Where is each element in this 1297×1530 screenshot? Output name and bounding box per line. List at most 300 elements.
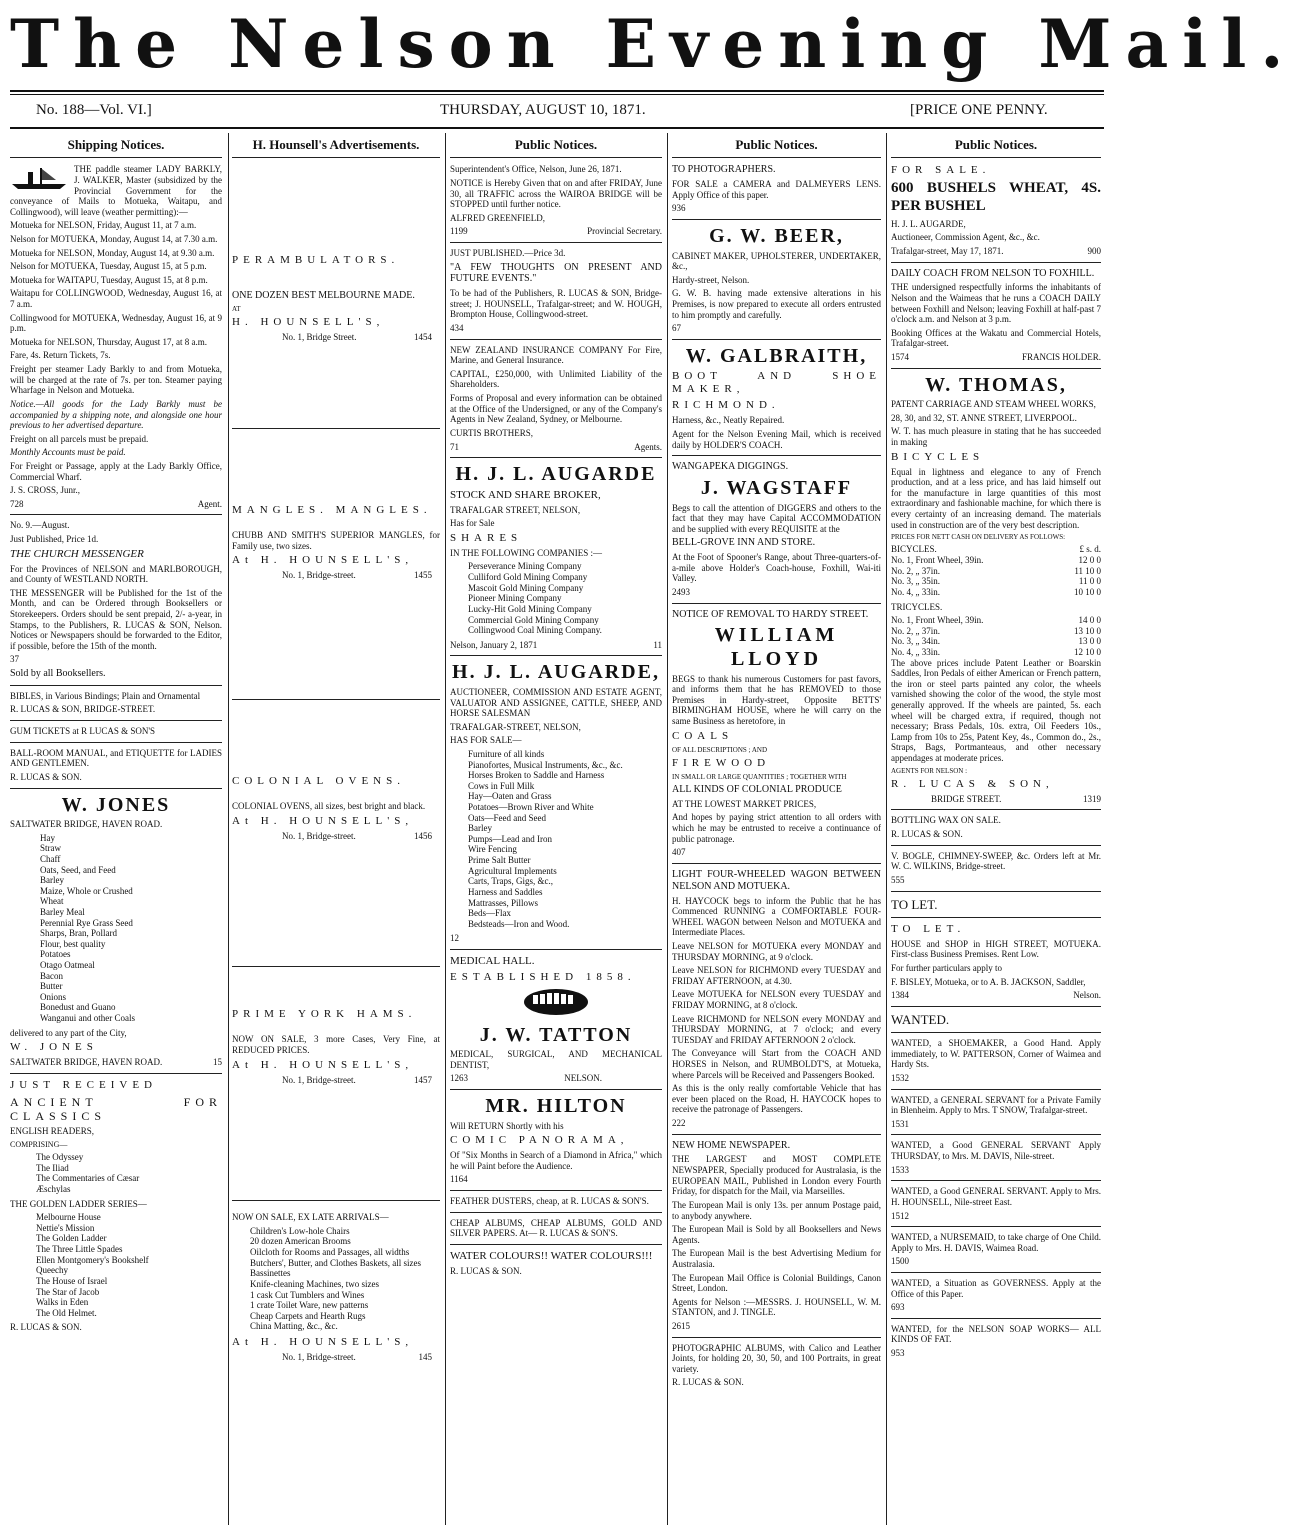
ad-number: 1512 [891,1210,909,1221]
column-hounsell [232,133,440,1528]
separator [672,1337,881,1338]
separator [891,891,1101,892]
ad-number: 1500 [891,1256,909,1267]
list-item: 1 crate Toilet Ware, new patterns [250,1300,369,1311]
list-item: Nettie's Mission [36,1222,95,1233]
list-item: Knife-cleaning Machines, two sizes [250,1278,379,1289]
albums-text: CHEAP ALBUMS, CHEAP ALBUMS, GOLD AND SILVER PAPERS. At— R. LUCAS & SON'S. [450,1217,662,1239]
table-row [891,615,1101,626]
ad-address: No. 1, Bridge-street. [282,570,356,581]
list-item: Commercial Gold Mining Company [468,614,599,625]
agent-line [10,499,222,510]
bibles-text: BIBLES, in Various Bindings; Plain and Ornamental [10,690,201,701]
masthead-rule [10,90,1104,92]
list-item: Straw [40,843,61,854]
ad-number: 2615 [672,1321,690,1332]
lloyd-end: And hopes by paying strict attention to all orders with which he may be entrusted to receive a continuance of public patronage. [672,812,881,844]
nz-title: NEW ZEALAND INSURANCE COMPANY For Fire, Marine, and General Insurance. [450,344,662,366]
notice-text: Notice.—All goods for the Lady Barkly must be accompanied by a shipping note, and alongside one hour previous to her advertised departure. [10,398,222,431]
beer-address: Hardy-street, Nelson. [672,274,750,285]
wagon-time: Leave NELSON for RICHMOND every TUESDAY and FRIDAY AFTERNOON, at 4.30. [672,965,881,986]
list-item: Bedsteads—Iron and Wood. [468,918,570,929]
separator [450,1190,662,1191]
list-item: Oilcloth for Rooms and Passages, all widths [250,1247,410,1258]
thomas-lucas: R. LUCAS & SON, [891,777,1054,790]
fare-text: Fare, 4s. Return Tickets, 7s. [10,350,111,361]
list-item: Queechy [36,1265,68,1276]
thomas-pleasure: W. T. has much pleasure in stating that he has succeeded in making [891,426,1101,447]
list-item: Mascoit Gold Mining Company [468,582,584,593]
augarde-has: HAS FOR SALE— [450,735,522,746]
sale-date-line [891,246,1101,257]
augarde-shares: SHARES [450,531,523,544]
ad-number: 2493 [672,586,690,597]
super-name: ALFRED GREENFIELD, [450,212,545,223]
list-item: Oats, Seed, and Feed [40,864,116,875]
separator [891,809,1101,810]
issue-price: [PRICE ONE PENNY. [910,102,1048,118]
wanted-item: WANTED, a Good GENERAL SERVANT Apply THURSDAY, to Mrs. M. DAVIS, Nile-street. [891,1140,1101,1162]
wanted-item: WANTED, a NURSEMAID, to take charge of One Child. Apply to Mrs. H. DAVIS, Waimea Road. [891,1232,1101,1253]
ad-shop: At H. HOUNSELL'S, [232,1335,414,1348]
wagon-conveyance: The Conveyance will Start from the COACH AND HORSES in Nelson, and RUMBOLDT'S, at Motueka, where Parcels will be Received and Passengers Booked. [672,1048,881,1080]
wagon-time: Leave MOTUEKA for NELSON every TUESDAY and FRIDAY MORNING, at 8 o'clock. [672,989,881,1010]
coals-sub: OF ALL DESCRIPTIONS ; AND [672,745,768,754]
bicycles-body: Equal in lightness and elegance to any of French production, and at a less price, and has laid himself out for the manufacture in large quantities of this most extraordinary and fashionable machine, for which there is every certainty of an increasing demand. The materials used in construction are of the very best description. [891,466,1101,530]
table-heading: BICYCLES. [891,544,937,555]
ad-title: PERAMBULATORS. [232,254,400,267]
list-item: Harness and Saddles [468,886,543,897]
coach-sign-line [891,352,1101,363]
list-item: Onions [40,991,67,1002]
tolet-heading: TO LET. [891,896,938,912]
thomas-street-line [891,794,1101,805]
list-item: 1 cask Cut Tumblers and Wines [250,1289,365,1300]
separator [450,1212,662,1213]
ad-number: 15 [213,1057,222,1068]
water-text: WATER COLOURS!! WATER COLOURS!!! [450,1249,653,1262]
table-cell: 11 0 0 [1078,576,1101,587]
list-item: Prime Salt Butter [468,855,531,866]
paper-agents: Agents for Nelson :—MESSRS. J. HOUNSELL, W. M. STANTON, and J. TINGLE. [672,1296,881,1318]
separator [10,788,222,789]
ad-number: 12 [450,933,459,944]
sailings-list [10,220,222,347]
separator [450,1244,662,1245]
messenger-published: Just Published, Price 1d. [10,534,99,544]
wanted-heading: WANTED. [891,1011,950,1027]
wanted-item: WANTED, a Situation as GOVERNESS. Apply at the Office of this Paper. [891,1277,1101,1299]
list-item: The Old Helmet. [36,1307,97,1318]
list-item: Bacon [40,970,63,981]
separator [450,1089,662,1090]
column-divider [667,133,668,1525]
super-body: NOTICE is Hereby Given that on and after FRIDAY, June 30, all TRAFFIC across the WAIROA BRIDGE will be STOPPED until further notice. [450,177,662,210]
separator [891,1226,1101,1227]
water-by: R. LUCAS & SON. [450,1265,522,1276]
list-item: Cheap Carpets and Hearth Rugs [250,1310,366,1321]
ladder-title: THE GOLDEN LADDER SERIES— [10,1198,147,1209]
sailing-item: Motueka for NELSON, Monday, August 14, at 9.30 a.m. [10,247,215,258]
jones-delivered: delivered to any part of the City, [10,1027,127,1038]
separator [232,428,440,429]
tolet-apply: For further particulars apply to [891,963,1002,974]
ballroom-by: R. LUCAS & SON. [10,771,82,782]
lloyd-name: WILLIAM LLOYD [714,624,839,670]
separator [672,603,881,604]
coach-name: FRANCIS HOLDER. [1021,351,1101,362]
hounsell-ad-1 [232,164,440,634]
wanted-item: WANTED, a SHOEMAKER, a Good Hand. Apply immediately, to W. PATTERSON, Corner of Waimea and Hardy Sts. [891,1038,1101,1070]
list-item: Oats—Feed and Seed [468,812,546,823]
galbraith-name: W. GALBRAITH, [685,344,868,367]
ad-title: PRIME YORK HAMS. [232,1008,417,1021]
paper-p4: The European Mail is the best Advertising Medium for Australasia. [672,1248,881,1269]
teeth-icon [450,987,662,1020]
ad-number: 67 [672,323,681,334]
ad-address-line [232,1352,440,1363]
tolet-place: Nelson. [1073,990,1101,1001]
list-item: Hay [40,832,55,843]
column-divider [228,133,229,1525]
sale-wheat: 600 BUSHELS WHEAT, 4S. PER BUSHEL [891,180,1101,214]
issue-number: No. 188—Vol. VI.] [36,102,152,118]
column-heading: Public Notices. [450,133,662,158]
separator [891,368,1101,369]
dateline-rule [10,127,1104,129]
separator [891,917,1101,918]
list-item: Butter [40,981,63,992]
table-cell: 13 10 0 [1074,625,1101,636]
pub-just: JUST PUBLISHED.—Price 3d. [450,247,566,258]
coach-title: DAILY COACH FROM NELSON TO FOXHILL. [891,267,1095,279]
tatton-place: NELSON. [564,1073,602,1084]
augarde-goods [468,749,662,929]
separator [891,1318,1101,1319]
list-item: Children's Low-hole Chairs [250,1225,350,1236]
separator [891,1134,1101,1135]
dateline [10,98,1104,124]
table-row [891,566,1101,577]
list-item: Agricultural Implements [468,865,557,876]
classics-just: JUST RECEIVED [10,1078,157,1091]
ad-number: 407 [672,847,686,858]
separator [10,742,222,743]
ad-number: 1532 [891,1073,909,1084]
ad-shop: At H. HOUNSELL'S, [232,554,414,567]
ad-number: 11 [653,639,662,650]
table-cell: No. 2, „ 37in. [891,625,940,636]
currency-header: £ s. d. [1079,544,1101,555]
beer-body: G. W. B. having made extensive alterations in his Premises, is now prepared to execute all orders entrusted to him promptly and carefully. [672,288,881,320]
augarde-in: IN THE FOLLOWING COMPANIES :— [450,547,603,558]
ad-address: No. 1, Bridge Street. [282,332,357,343]
list-item: Potatoes—Brown River and White [468,802,594,813]
ad-number: 693 [891,1302,905,1313]
list-item: Pumps—Lead and Iron [468,833,552,844]
ad-shop: At H. HOUNSELL'S, [232,1058,414,1071]
table-cell: No. 4, „ 33in. [891,586,940,597]
list-item: Barley Meal [40,906,85,917]
table-row [891,647,1101,658]
separator [891,1006,1101,1007]
column-shipping [10,133,222,1528]
jones-sign-line [10,1057,222,1068]
separator [672,455,881,456]
bottling-text: BOTTLING WAX ON SALE. [891,815,1001,826]
super-title: Provincial Secretary. [587,226,662,237]
table-row [891,587,1101,598]
hilton-body: Will RETURN Shortly with his [450,1120,564,1131]
thomas-address: 28, 30, and 32, ST. ANNE STREET, LIVERPOOL. [891,412,1077,423]
apply-text: For Freight or Passage, apply at the Lady Barkly Office, Commercial Wharf. [10,460,222,482]
tatton-name: J. W. TATTON [479,1023,633,1046]
messenger-body: THE MESSENGER will be Published for the 1st of the Month, and can be Ordered through Booksellers or Storekeepers. Orders should be sent prepaid, 2/- a-year, in Stamps, to the Publishers, R. LUCAS & SON, Nelson. Notices or Newspapers should be forwarded to the Editor, if possible, before the 15th of the month. [10,587,222,651]
list-item: 20 dozen American Brooms [250,1236,351,1247]
augarde-address: TRAFALGAR STREET, NELSON, [450,504,581,515]
masthead-rule-thin [10,94,1104,95]
ladder-items [36,1212,222,1318]
paper-p3: The European Mail is Sold by all Booksellers and News Agents. [672,1224,881,1245]
list-item: Furniture of all kinds [468,748,545,759]
thomas-body: The above prices include Patent Leather or Boarskin Saddles, Iron Pedals of either American or French pattern, the iron or steel parts painted any color, the wheels varnished showing the color of the wood, the style most generally approved. If the wheels are painted, 5s. each wheel will be charged extra, if required, though not necessary; Brass Pedals, 10s. extra, Oil Feeders 10s., Lamp from 10s to 25s, Patent Key, 4s., Common do., 2s., Straps, Bags, Portmanteaus, and other necessary appendages at moderate prices. [891,657,1101,764]
prepaid-text: Freight on all parcels must be prepaid. [10,433,149,444]
sailing-item: Nelson for MOTUEKA, Tuesday, August 15, at 5 p.m. [10,261,207,272]
prices-head: PRICES FOR NETT CASH ON DELIVERY AS FOLLOWS: [891,533,1066,542]
list-item: Maize, Whole or Crushed [40,885,133,896]
column-public-notices-3 [891,133,1101,1528]
super-office: Superintendent's Office, Nelson, June 26, 1871. [450,164,622,175]
ad-number: 1199 [450,226,468,237]
beer-name: G. W. BEER, [709,224,844,247]
galbraith-agent: Agent for the Nelson Evening Mail, which is received daily by HOLDER'S COACH. [672,428,881,450]
coals-title: COALS [672,729,734,742]
separator [672,863,881,864]
column-heading: Shipping Notices. [10,133,222,158]
list-item: The Three Little Spades [36,1244,123,1255]
list-item: Bassinettes [250,1268,291,1279]
ad-number: 728 [10,498,24,509]
ad-shop: At H. HOUNSELL'S, [232,814,414,827]
sale-title: FOR SALE. [891,164,991,177]
list-item: Perseverance Mining Company [468,561,582,572]
issue-date: THURSDAY, AUGUST 10, 1871. [440,102,646,118]
ad-address-line [232,332,440,343]
galbraith-title: BOOT AND SHOE MAKER, [672,370,881,396]
hilton-panorama: COMIC PANORAMA, [450,1134,629,1147]
separator [450,339,662,340]
photo2-by: R. LUCAS & SON. [672,1377,744,1388]
coach-body: THE undersigned respectfully informs the inhabitants of Nelson and the Waimeas that he runs a COACH DAILY between Foxhill and Nelson; leaving Foxhill at half-past 7 o'clock a.m. and Nelson at 3 p.m. [891,282,1101,325]
wanted-item: WANTED, a Good GENERAL SERVANT. Apply to Mrs. H. HOUNSELL, Nile-street East. [891,1186,1101,1207]
sailing-item: Motueka for NELSON, Friday, August 11, at 7 a.m. [10,220,197,231]
separator [672,219,881,220]
table-cell: No. 2, „ 37in. [891,565,940,576]
separator [891,1272,1101,1273]
list-item: Culliford Gold Mining Company [468,572,588,583]
list-item: Walks in Eden [36,1297,89,1308]
photo2-text: PHOTOGRAPHIC ALBUMS, with Calico and Leather Joints, for holding 20, 30, 50, and 100 Portraits, in great variety. [672,1342,881,1374]
wagon-time: Leave NELSON for MOTUEKA every MONDAY and THURSDAY MORNING, at 9 o'clock. [672,940,881,962]
ad-number: 1454 [414,332,432,343]
list-item: Pioneer Mining Company [468,593,562,604]
table-cell: 11 10 0 [1074,565,1101,576]
medical-title: MEDICAL HALL. [450,954,535,967]
nz-capital: CAPITAL, £250,000, with Unlimited Liability of the Shareholders. [450,368,662,390]
ad-number: 1455 [414,570,432,581]
ad-number: 953 [891,1348,905,1358]
wangapeka-body: Begs to call the attention of DIGGERS and others to the fact that they may have Capital ACCOMMODATION and be supplied with every REQUISITE at the [672,502,881,534]
list-item: Bonedust and Guano [40,1002,116,1013]
tatton-title: MEDICAL, SURGICAL, AND MECHANICAL DENTIST, [450,1049,662,1070]
ad-address: No. 1, Bridge-street. [282,1074,356,1085]
ad-number: 900 [1087,245,1101,256]
paper-body: THE LARGEST and MOST COMPLETE NEWSPAPER, Specially produced for Australasia, is the EUROPEAN MAIL, Published in London every Fourth Friday, for dispatch for the Mail, via Marseilles. [672,1154,881,1197]
separator [672,339,881,340]
list-item: Ellen Montgomery's Bookshelf [36,1254,149,1265]
list-item: China Matting, &c., &c. [250,1321,338,1332]
wanted-item: WANTED, for the NELSON SOAP WORKS— ALL KINDS OF FAT. [891,1323,1101,1345]
ad-address-line [232,570,440,581]
jones-name: W. JONES [61,793,171,816]
beer-title: CABINET MAKER, UPHOLSTERER, UNDERTAKER, &c., [672,250,881,272]
ad-address-line [232,1075,440,1086]
table-cell: No. 4, „ 33in. [891,646,940,657]
list-item: Pianofortes, Musical Instruments, &c., &c. [468,759,623,770]
table-row [891,636,1101,647]
classics-items [36,1152,222,1194]
removal-title: NOTICE OF REMOVAL TO HARDY STREET. [672,608,869,620]
list-item: Barley [468,823,492,834]
ad-number: 1531 [891,1118,909,1129]
list-item: The Odyssey [36,1152,84,1163]
separator [450,655,662,656]
ad-number: 434 [450,323,464,334]
photo-body: FOR SALE a CAMERA and DALMEYERS LENS. Apply Office of this paper. [672,179,881,200]
paper-title: NEW HOME NEWSPAPER. [672,1139,791,1151]
ladder-by: R. LUCAS & SON. [10,1322,82,1333]
bibles-by: R. LUCAS & SON, BRIDGE-STREET. [10,704,156,715]
separator [450,949,662,950]
separator [891,845,1101,846]
nz-agents: Agents. [634,441,662,452]
list-item: The Commentaries of Cæsar [36,1173,140,1184]
arrivals-items [250,1226,440,1332]
gum-text: GUM TICKETS at R LUCAS & SON'S [10,726,155,737]
column-divider [445,133,446,1525]
arrivals-title: NOW ON SALE, EX LATE ARRIVALS— [232,1212,389,1223]
steamer-icon [10,164,70,190]
list-item: The Star of Jacob [36,1286,100,1297]
paper-p2: The European Mail is only 13s. per annum Postage paid, to anybody anywhere. [672,1199,881,1221]
sale-date: Trafalgar-street, May 17, 1871. [891,245,1004,256]
ad-number: 1457 [414,1074,432,1085]
separator [450,457,662,458]
ad-address: No. 1, Bridge-street. [282,1351,356,1362]
list-item: Collingwood Coal Mining Company. [468,625,602,636]
feather-text: FEATHER DUSTERS, cheap, at R. LUCAS & SON'S. [450,1195,649,1206]
ad-number: 37 [10,654,19,665]
ad-address: No. 1, Bridge-street. [282,830,356,841]
list-item: The House of Israel [36,1275,108,1286]
wangapeka-inn: BELL-GROVE INN AND STORE. [672,537,816,549]
agent-name: J. S. CROSS, Junr., [10,485,81,496]
ad-address-line [232,831,440,842]
sailing-item: Nelson for MOTUEKA, Monday, August 14, at 7.30 a.m. [10,233,218,244]
wangapeka-at: At the Foot of Spooner's Range, about Three-quarters-of-a-mile above Holder's Coach-house, Foxhill, Wai-iti Valley. [672,552,881,584]
tolet-title: TO LET. [891,922,966,935]
nz-name: CURTIS BROTHERS, [450,427,533,438]
list-item: Butchers', Butter, and Clothes Baskets, all sizes [250,1257,421,1268]
sailing-item: Motueka for WAITAPU, Tuesday, August 15, at 8 p.m. [10,274,208,285]
wagon-end: As this is the only really comfortable Vehicle that has ever been placed on the Road, H. HAYCOCK hopes to receive the patronage of Passengers. [672,1083,881,1115]
lloyd-body: BEGS to thank his numerous Customers for past favors, and informs them that he has REMOVED to those Premises in Hardy-street, Opposite BETTS' BIRMINGHAM HOUSE, where he will carry on the same Business as heretofore, in [672,673,881,727]
galbraith-harness: Harness, &c., Neatly Repaired. [672,415,785,426]
list-item: Hay—Oaten and Grass [468,791,552,802]
list-item: Wheat [40,896,64,907]
ad-number: 1263 [450,1073,468,1084]
sailing-item: Waitapu for COLLINGWOOD, Wednesday, August 16, at 7 a.m. [10,288,222,310]
list-item: Perennial Rye Grass Seed [40,917,133,928]
photo-title: TO PHOTOGRAPHERS. [672,164,776,176]
wagon-title: LIGHT FOUR-WHEELED WAGON BETWEEN NELSON AND MOTUEKA. [672,868,881,892]
list-item: Cows in Full Milk [468,780,535,791]
separator [891,1089,1101,1090]
separator [450,242,662,243]
ad-body: CHUBB AND SMITH'S SUPERIOR MANGLES, for Family use, two sizes. [232,529,440,551]
wagon-time: Leave RICHMOND for NELSON every MONDAY and THURSDAY MORNING, at 7 o'clock; and every TUESDAY and FRIDAY AFTERNOON 2 o'clock. [672,1013,881,1045]
masthead-title: The Nelson Evening Mail. [10,5,1297,83]
monthly-text: Monthly Accounts must be paid. [10,447,126,458]
produce-title: ALL KINDS OF COLONIAL PRODUCE [672,784,842,796]
galbraith-place: RICHMOND. [672,399,780,412]
separator [10,1073,222,1074]
ad-shop: H. HOUNSELL'S, [232,316,385,329]
list-item: Melbourne House [36,1212,101,1223]
ballroom-text: BALL-ROOM MANUAL, and ETIQUETTE for LADIES AND GENTLEMEN. [10,747,222,769]
list-item: Barley [40,875,64,886]
list-item: Beds—Flax [468,908,512,919]
ad-body: ONE DOZEN BEST MELBOURNE MADE. [232,290,415,302]
augarde-companies [468,561,662,635]
bottling-by: R. LUCAS & SON. [891,829,963,840]
list-item: Mattrasses, Pillows [468,897,539,908]
jones-sign-address: SALTWATER BRIDGE, HAVEN ROAD. [10,1057,163,1068]
list-item: Carts, Traps, Gigs, &c., [468,876,554,887]
ad-number: 1456 [414,830,432,841]
sold-text: Sold by all Booksellers. [10,668,106,680]
hilton-name: MR. HILTON [485,1094,627,1117]
separator [10,720,222,721]
augarde-name: H. J. L. AUGARDE, [452,661,660,684]
ad-number: 1533 [891,1164,909,1175]
sale-name: H. J. L. AUGARDE, [891,218,966,229]
augarde-date: Nelson, January 2, 1871 [450,639,538,650]
list-item: Potatoes [40,949,71,960]
table-cell: 12 0 0 [1078,555,1101,566]
ad-body: NOW ON SALE, 3 more Cases, Very Fine, at REDUCED PRICES. [232,1034,440,1056]
table-cell: No. 3, „ 35in. [891,576,940,587]
thomas-title: PATENT CARRIAGE AND STEAM WHEEL WORKS, [891,399,1096,410]
messenger-number: No. 9.—August. [10,520,70,531]
separator [10,685,222,686]
ad-number: 145 [418,1351,432,1362]
separator [10,514,222,515]
freight-text: Freight per steamer Lady Barkly to and from Motueka, will be charged at the rate of 7s. per ton. Steamer paying Wharfage in Nelson and Motueka. [10,364,222,396]
prices-text: AT THE LOWEST MARKET PRICES, [672,798,817,809]
list-item: Sharps, Bran, Pollard [40,928,117,939]
separator [232,966,440,967]
